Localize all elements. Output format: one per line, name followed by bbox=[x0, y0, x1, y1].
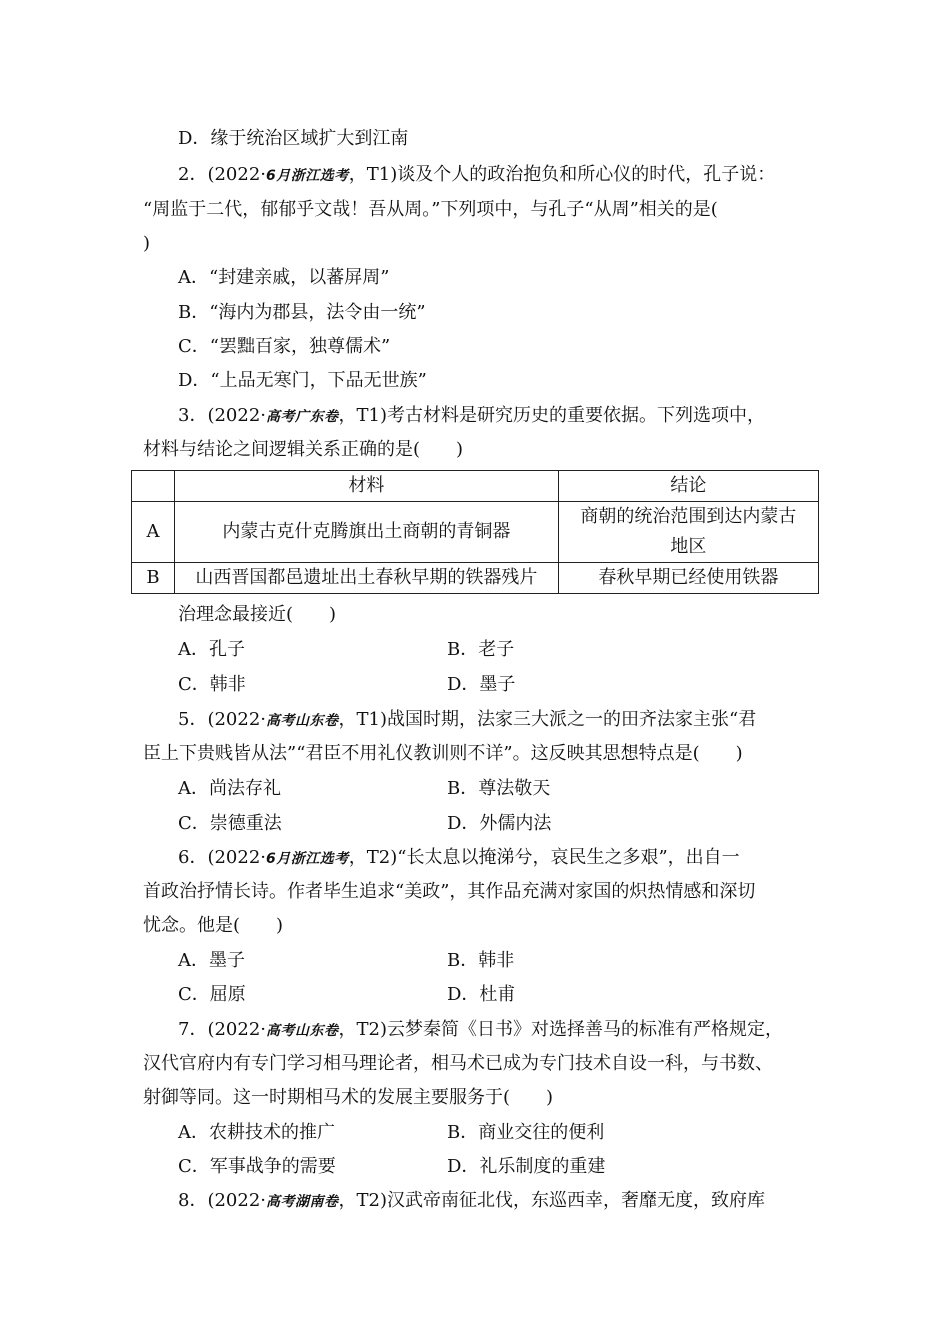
q7-stem-text: ，T2)云梦秦简《日书》对选择善马的标准有严格规定， bbox=[338, 1019, 783, 1040]
table-row bbox=[132, 502, 819, 563]
q8-source: 高考湖南卷 bbox=[266, 1194, 339, 1210]
table-header-empty bbox=[132, 471, 175, 502]
q2-source: 6月浙江选考 bbox=[266, 168, 349, 184]
q6-option-c: C．屈原 bbox=[178, 984, 246, 1005]
q4-option-c: C．韩非 bbox=[178, 674, 246, 695]
q6-option-a: A．墨子 bbox=[178, 950, 245, 971]
table-cell-material: 内蒙古克什克腾旗出土商朝的青铜器 bbox=[174, 502, 558, 563]
q2-option-d: D．“上品无寒门，下品无世族” bbox=[178, 370, 427, 391]
q7-number: 7．(2022· bbox=[178, 1019, 267, 1040]
q6-stem-line2: 首政治抒情长诗。作者毕生追求“美政”，其作品充满对家国的炽热情感和深切 bbox=[143, 881, 756, 902]
table-cell-conclusion: 春秋早期已经使用铁器 bbox=[558, 563, 818, 594]
q2-number: 2．(2022· bbox=[178, 164, 267, 185]
q5-option-b: B．尊法敬天 bbox=[447, 778, 551, 799]
q3-stem-text: ，T1)考古材料是研究历史的重要依据。下列选项中， bbox=[338, 405, 765, 426]
table-cell-conclusion bbox=[558, 502, 818, 563]
q8-stem-text: ，T2)汉武帝南征北伐，东巡西幸，奢靡无度，致府库 bbox=[338, 1190, 765, 1211]
q7-option-a: A．农耕技术的推广 bbox=[178, 1122, 335, 1143]
q7-option-c: C．军事战争的需要 bbox=[178, 1156, 336, 1177]
q3-stem-line1 bbox=[178, 404, 765, 429]
q2-option-a: A．“封建亲戚，以蕃屏周” bbox=[178, 267, 390, 288]
q7-option-d: D．礼乐制度的重建 bbox=[447, 1156, 606, 1177]
q2-option-b: B．“海内为郡县，法令由一统” bbox=[178, 302, 426, 323]
q3-number: 3．(2022· bbox=[178, 405, 267, 426]
table-header-conclusion: 结论 bbox=[558, 471, 818, 502]
q4-option-b: B．老子 bbox=[447, 639, 515, 660]
q4-option-a: A．孔子 bbox=[178, 639, 245, 660]
q2-stem-line3: ) bbox=[143, 233, 151, 254]
q6-option-d: D．杜甫 bbox=[447, 984, 516, 1005]
q5-option-d: D．外儒内法 bbox=[447, 813, 552, 834]
q7-stem-line2: 汉代官府内有专门学习相马理论者，相马术已成为专门技术自设一科，与书数、 bbox=[143, 1053, 773, 1074]
q6-number: 6．(2022· bbox=[178, 847, 267, 868]
q7-stem-line3: 射御等同。这一时期相马术的发展主要服务于( ) bbox=[143, 1087, 554, 1108]
conclusion-line1: 商朝的统治范围到达内蒙古 bbox=[580, 506, 797, 527]
table-header-row bbox=[132, 471, 819, 502]
q5-stem-text: ，T1)战国时期，法家三大派之一的田齐法家主张“君 bbox=[338, 709, 757, 730]
q4-option-d: D．墨子 bbox=[447, 674, 516, 695]
q5-stem-line2: 臣上下贵贱皆从法”“君臣不用礼仪教训则不详”。这反映其思想特点是( ) bbox=[143, 743, 743, 764]
q2-stem-text: ，T1)谈及个人的政治抱负和所心仪的时代，孔子说： bbox=[348, 164, 776, 185]
q2-stem-line2: “周监于二代，郁郁乎文哉！吾从周。”下列项中，与孔子“从周”相关的是( bbox=[143, 199, 718, 220]
q6-stem-line3: 忧念。他是( ) bbox=[143, 915, 284, 936]
q7-source: 高考山东卷 bbox=[266, 1023, 339, 1039]
conclusion-line2: 地区 bbox=[670, 536, 707, 557]
table-header-material: 材料 bbox=[174, 471, 558, 502]
q2-option-c: C．“罢黜百家，独尊儒术” bbox=[178, 336, 391, 357]
q5-option-a: A．尚法存礼 bbox=[178, 778, 281, 799]
q3-source: 高考广东卷 bbox=[266, 409, 339, 425]
q5-source: 高考山东卷 bbox=[266, 713, 339, 729]
q5-stem-line1 bbox=[178, 708, 756, 733]
q8-stem-line1 bbox=[178, 1189, 765, 1214]
table-row-label: A bbox=[132, 502, 175, 563]
q7-stem-line1 bbox=[178, 1018, 783, 1043]
table-row-label: B bbox=[132, 563, 175, 594]
q6-stem-line1 bbox=[178, 846, 740, 871]
q5-option-c: C．崇德重法 bbox=[178, 813, 282, 834]
q6-source: 6月浙江选考 bbox=[266, 851, 349, 867]
q1-option-d: D．缘于统治区域扩大到江南 bbox=[178, 128, 409, 149]
q3-stem-line2: 材料与结论之间逻辑关系正确的是( ) bbox=[143, 439, 464, 460]
table-cell-material: 山西晋国都邑遗址出土春秋早期的铁器残片 bbox=[174, 563, 558, 594]
q3-table bbox=[131, 470, 819, 594]
q2-stem-line1 bbox=[178, 163, 775, 188]
q7-option-b: B．商业交往的便利 bbox=[447, 1122, 605, 1143]
q8-number: 8．(2022· bbox=[178, 1190, 267, 1211]
q5-number: 5．(2022· bbox=[178, 709, 267, 730]
q4-stem-tail: 治理念最接近( ) bbox=[178, 604, 337, 625]
table-row bbox=[132, 563, 819, 594]
q6-option-b: B．韩非 bbox=[447, 950, 515, 971]
q6-stem-text: ，T2)“长太息以掩涕兮，哀民生之多艰”，出自一 bbox=[348, 847, 740, 868]
